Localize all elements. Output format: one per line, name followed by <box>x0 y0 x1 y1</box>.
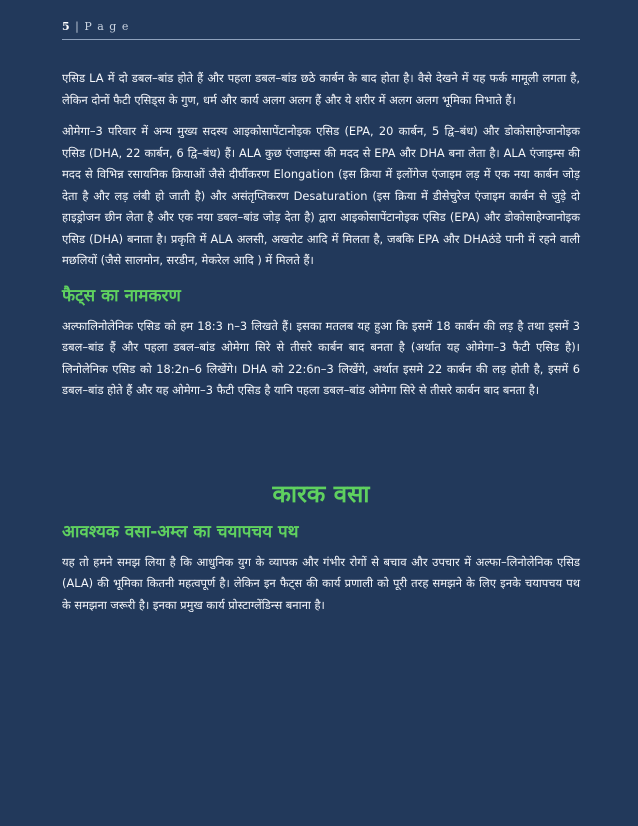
chapter-title: कारक वसा <box>272 479 370 508</box>
heading-fats-naming: फैट्स का नामकरण <box>62 285 181 306</box>
page-number: 5 <box>62 20 71 33</box>
page-word: P a g e <box>84 20 130 33</box>
paragraph-metabolism: यह तो हमने समझ लिया है कि आधुनिक युग के व्यापक और गंभीर रोगों से बचाव और उपचार में अल्फा–लिनोलेनिक एसिड (ALA) की भूमिका कितनी महत्वपूर्ण है। लेकिन इन फैट्स की कार्य प्रणाली को पूरी तरह समझने के लिए इनके चयापचय पथ के समझना जरूरी है। इनका प्रमुख कार्य प्रोस्टाग्लेंडिन्स बनाना है। <box>62 554 580 612</box>
paragraph-naming: अल्फालिनोलेनिक एसिड को हम 18:3 n–3 लिखते हैं। इसका मतलब यह हुआ कि इसमें 18 कार्बन की लड़ है तथा इसमें 3 डबल–बांड हैं और पहला डबल–बांड ओमेगा सिरे से तीसरे कार्बन बाद बनता है (अर्थात यह ओमेगा–3 फैटी एसिड है)। लिनोलेनिक एसिड को 18:2n–6 लिखेंगे। DHA को 22:6n–3 लिखेंगे, अर्थात इसमे 22 कार्बन की लड़ होती है, इसमें 6 डबल–बांड होते हैं और यह ओमेगा–3 फैटी एसिड है यानि पहला डबल–बांड ओमेगा सिरे से तीसरे कार्बन बाद बनता है। <box>62 318 580 397</box>
page-body <box>62 68 580 616</box>
page-header <box>62 20 580 40</box>
page-separator: | <box>70 20 85 33</box>
heading-metabolism: आवश्यक वसा-अम्ल का चयापचय पथ <box>62 521 299 542</box>
paragraph-la-bonds: एसिड LA में दो डबल–बांड होते हैं और पहला डबल–बांड छठे कार्बन के बाद होता है। वैसे देखने में यह फर्क मामूली लगता है, लेकिन दोनों फैटी एसिड्स के गुण, धर्म और कार्य अलग अलग हैं और ये शरीर में अलग अलग भूमिका निभाते हैं। <box>62 71 580 107</box>
paragraph-omega3-family: ओमेगा–3 परिवार में अन्य मुख्य सदस्य आइकोसापेंटानोइक एसिड (EPA, 20 कार्बन, 5 द्वि–बंध) और डोकोसाहेग्जानोइक एसिड (DHA, 22 कार्बन, 6 द्वि–बंध) हैं। ALA कुछ एंजाइम्स की मदद से EPA और DHA बना लेता है। ALA एंजाइम्स की मदद से विभिन्न रसायनिक क्रियाओं जैसे दीर्घीकरण Elongation (इस क्रिया में इलोंगेज एंजाइम लड़ में एक नया कार्बन जोड़ देता है और लड़ लंबी हो जाती है) और असंतृप्तिकरण Desaturation (इस क्रिया में डीसेचुरेज एंजाइम कार्बन से जुड़े दो हाइड्रोजन छीन लेता है और एक नया डबल–बांड जोड़ देता है) द्वारा आइकोसापेंटानोइक एसिड (EPA) और डोकोसाहेग्जानोइक एसिड (DHA) बनाता है। प्रकृति में ALA अलसी, अखरोट आदि में मिलता है, जबकि EPA और DHAठंडे पानी में रहने वाली मछलियों (जैसे सालमोन, सरडीन, मेकरेल आदि ) में मिलते हैं। <box>62 124 580 267</box>
